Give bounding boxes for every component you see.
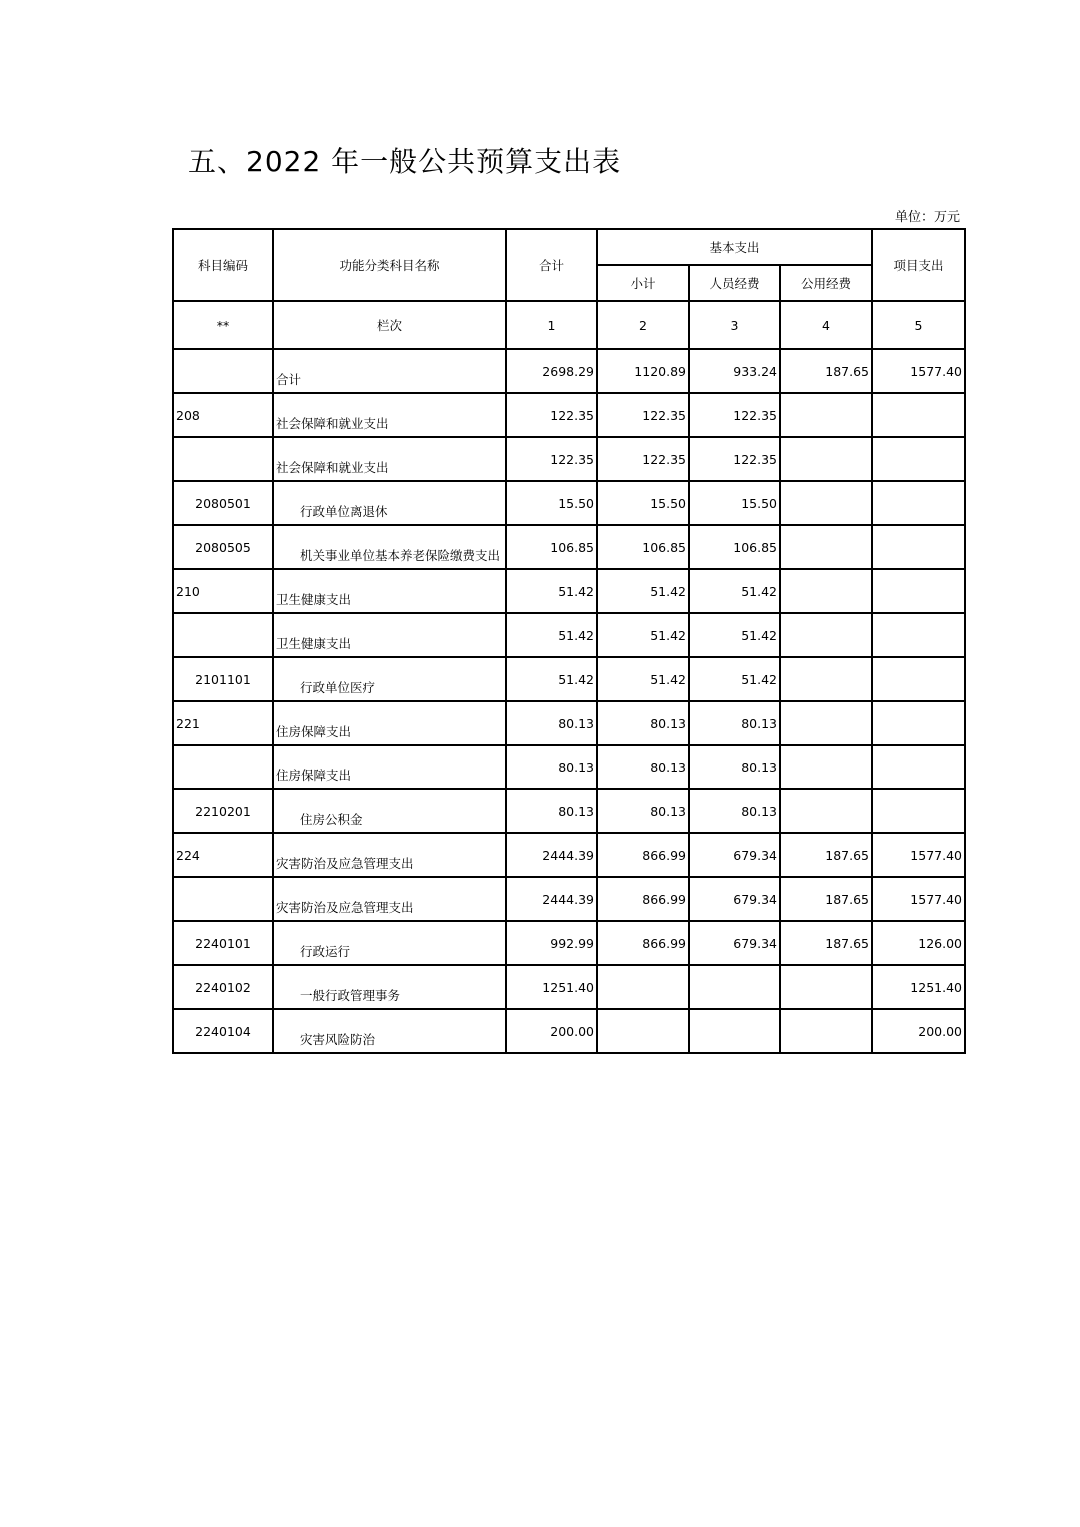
cell-code: 208 [173, 393, 273, 437]
cell-project [872, 569, 965, 613]
cell-code: 2240101 [173, 921, 273, 965]
cell-public [780, 569, 872, 613]
cell-personnel: 679.34 [689, 877, 780, 921]
index-row [173, 301, 965, 349]
cell-subtotal: 51.42 [597, 569, 689, 613]
cell-subtotal: 122.35 [597, 437, 689, 481]
table-row [173, 349, 965, 393]
table-row [173, 613, 965, 657]
cell-project [872, 481, 965, 525]
cell-code [173, 349, 273, 393]
cell-total: 2444.39 [506, 877, 597, 921]
cell-public: 187.65 [780, 833, 872, 877]
cell-personnel: 122.35 [689, 393, 780, 437]
cell-subtotal: 51.42 [597, 613, 689, 657]
cell-name: 灾害防治及应急管理支出 [273, 833, 506, 877]
cell-total: 2698.29 [506, 349, 597, 393]
cell-personnel: 80.13 [689, 701, 780, 745]
cell-name: 行政单位离退休 [273, 481, 506, 525]
cell-total: 2444.39 [506, 833, 597, 877]
cell-code: 2240104 [173, 1009, 273, 1053]
cell-project: 1577.40 [872, 349, 965, 393]
cell-project: 200.00 [872, 1009, 965, 1053]
cell-code [173, 745, 273, 789]
cell-public [780, 789, 872, 833]
cell-code: 221 [173, 701, 273, 745]
cell-total: 992.99 [506, 921, 597, 965]
cell-public [780, 701, 872, 745]
budget-table [172, 228, 966, 1054]
cell-personnel: 80.13 [689, 789, 780, 833]
cell-name: 卫生健康支出 [273, 613, 506, 657]
table-row [173, 701, 965, 745]
header-basic: 基本支出 [597, 229, 872, 265]
header-subtotal: 小计 [597, 265, 689, 301]
cell-name: 行政运行 [273, 921, 506, 965]
cell-personnel: 80.13 [689, 745, 780, 789]
cell-public [780, 525, 872, 569]
cell-subtotal: 866.99 [597, 877, 689, 921]
cell-name: 社会保障和就业支出 [273, 393, 506, 437]
cell-name: 住房保障支出 [273, 701, 506, 745]
cell-code: 2080501 [173, 481, 273, 525]
table-row [173, 1009, 965, 1053]
cell-personnel: 51.42 [689, 613, 780, 657]
cell-personnel [689, 965, 780, 1009]
cell-subtotal [597, 965, 689, 1009]
cell-subtotal: 122.35 [597, 393, 689, 437]
cell-subtotal: 80.13 [597, 789, 689, 833]
cell-total: 1251.40 [506, 965, 597, 1009]
cell-personnel [689, 1009, 780, 1053]
cell-project [872, 613, 965, 657]
cell-name: 社会保障和就业支出 [273, 437, 506, 481]
unit-label: 单位：万元 [894, 210, 960, 225]
cell-personnel: 933.24 [689, 349, 780, 393]
cell-total: 80.13 [506, 745, 597, 789]
table-row [173, 921, 965, 965]
page-title: 五、2022 年一般公共预算支出表 [188, 145, 622, 178]
cell-personnel: 106.85 [689, 525, 780, 569]
cell-personnel: 679.34 [689, 921, 780, 965]
index-cell: 2 [597, 301, 689, 349]
cell-name: 住房保障支出 [273, 745, 506, 789]
cell-project [872, 525, 965, 569]
table-row [173, 569, 965, 613]
header-code: 科目编码 [173, 229, 273, 301]
cell-project [872, 789, 965, 833]
table-row [173, 833, 965, 877]
cell-code: 2210201 [173, 789, 273, 833]
cell-subtotal: 51.42 [597, 657, 689, 701]
table-row [173, 437, 965, 481]
cell-code [173, 613, 273, 657]
cell-personnel: 51.42 [689, 569, 780, 613]
cell-subtotal: 1120.89 [597, 349, 689, 393]
cell-public [780, 1009, 872, 1053]
cell-code: 224 [173, 833, 273, 877]
header-project: 项目支出 [872, 229, 965, 301]
cell-name: 卫生健康支出 [273, 569, 506, 613]
table-row [173, 745, 965, 789]
cell-public [780, 965, 872, 1009]
header-public: 公用经费 [780, 265, 872, 301]
cell-name: 灾害风险防治 [273, 1009, 506, 1053]
cell-name: 灾害防治及应急管理支出 [273, 877, 506, 921]
cell-public [780, 481, 872, 525]
cell-name: 住房公积金 [273, 789, 506, 833]
cell-subtotal: 80.13 [597, 701, 689, 745]
index-cell: 栏次 [273, 301, 506, 349]
table-row [173, 965, 965, 1009]
cell-personnel: 15.50 [689, 481, 780, 525]
cell-project: 1251.40 [872, 965, 965, 1009]
cell-personnel: 122.35 [689, 437, 780, 481]
cell-total: 80.13 [506, 789, 597, 833]
cell-public: 187.65 [780, 921, 872, 965]
cell-public: 187.65 [780, 349, 872, 393]
cell-public [780, 657, 872, 701]
header-personnel: 人员经费 [689, 265, 780, 301]
cell-project: 1577.40 [872, 833, 965, 877]
cell-public [780, 745, 872, 789]
cell-name: 一般行政管理事务 [273, 965, 506, 1009]
table-row [173, 481, 965, 525]
cell-subtotal: 866.99 [597, 833, 689, 877]
cell-public: 187.65 [780, 877, 872, 921]
table-row [173, 393, 965, 437]
cell-subtotal: 80.13 [597, 745, 689, 789]
cell-total: 80.13 [506, 701, 597, 745]
cell-project: 1577.40 [872, 877, 965, 921]
cell-subtotal [597, 1009, 689, 1053]
cell-code [173, 437, 273, 481]
cell-name: 合计 [273, 349, 506, 393]
cell-project [872, 657, 965, 701]
cell-personnel: 51.42 [689, 657, 780, 701]
cell-code: 2101101 [173, 657, 273, 701]
cell-total: 51.42 [506, 657, 597, 701]
cell-code: 2240102 [173, 965, 273, 1009]
cell-public [780, 437, 872, 481]
cell-total: 122.35 [506, 437, 597, 481]
cell-total: 200.00 [506, 1009, 597, 1053]
cell-total: 51.42 [506, 613, 597, 657]
index-cell: 4 [780, 301, 872, 349]
cell-code: 210 [173, 569, 273, 613]
cell-public [780, 613, 872, 657]
cell-public [780, 393, 872, 437]
header-name: 功能分类科目名称 [273, 229, 506, 301]
cell-name: 机关事业单位基本养老保险缴费支出 [273, 525, 506, 569]
cell-subtotal: 15.50 [597, 481, 689, 525]
cell-project: 126.00 [872, 921, 965, 965]
index-cell: 1 [506, 301, 597, 349]
cell-total: 106.85 [506, 525, 597, 569]
table-row [173, 657, 965, 701]
table-row [173, 789, 965, 833]
cell-project [872, 701, 965, 745]
cell-name: 行政单位医疗 [273, 657, 506, 701]
cell-project [872, 745, 965, 789]
cell-project [872, 393, 965, 437]
index-cell: ** [173, 301, 273, 349]
table-row [173, 877, 965, 921]
cell-total: 51.42 [506, 569, 597, 613]
index-cell: 3 [689, 301, 780, 349]
cell-total: 15.50 [506, 481, 597, 525]
header-total: 合计 [506, 229, 597, 301]
cell-code [173, 877, 273, 921]
cell-subtotal: 106.85 [597, 525, 689, 569]
cell-personnel: 679.34 [689, 833, 780, 877]
cell-project [872, 437, 965, 481]
cell-total: 122.35 [506, 393, 597, 437]
cell-code: 2080505 [173, 525, 273, 569]
table-row [173, 525, 965, 569]
index-cell: 5 [872, 301, 965, 349]
cell-subtotal: 866.99 [597, 921, 689, 965]
